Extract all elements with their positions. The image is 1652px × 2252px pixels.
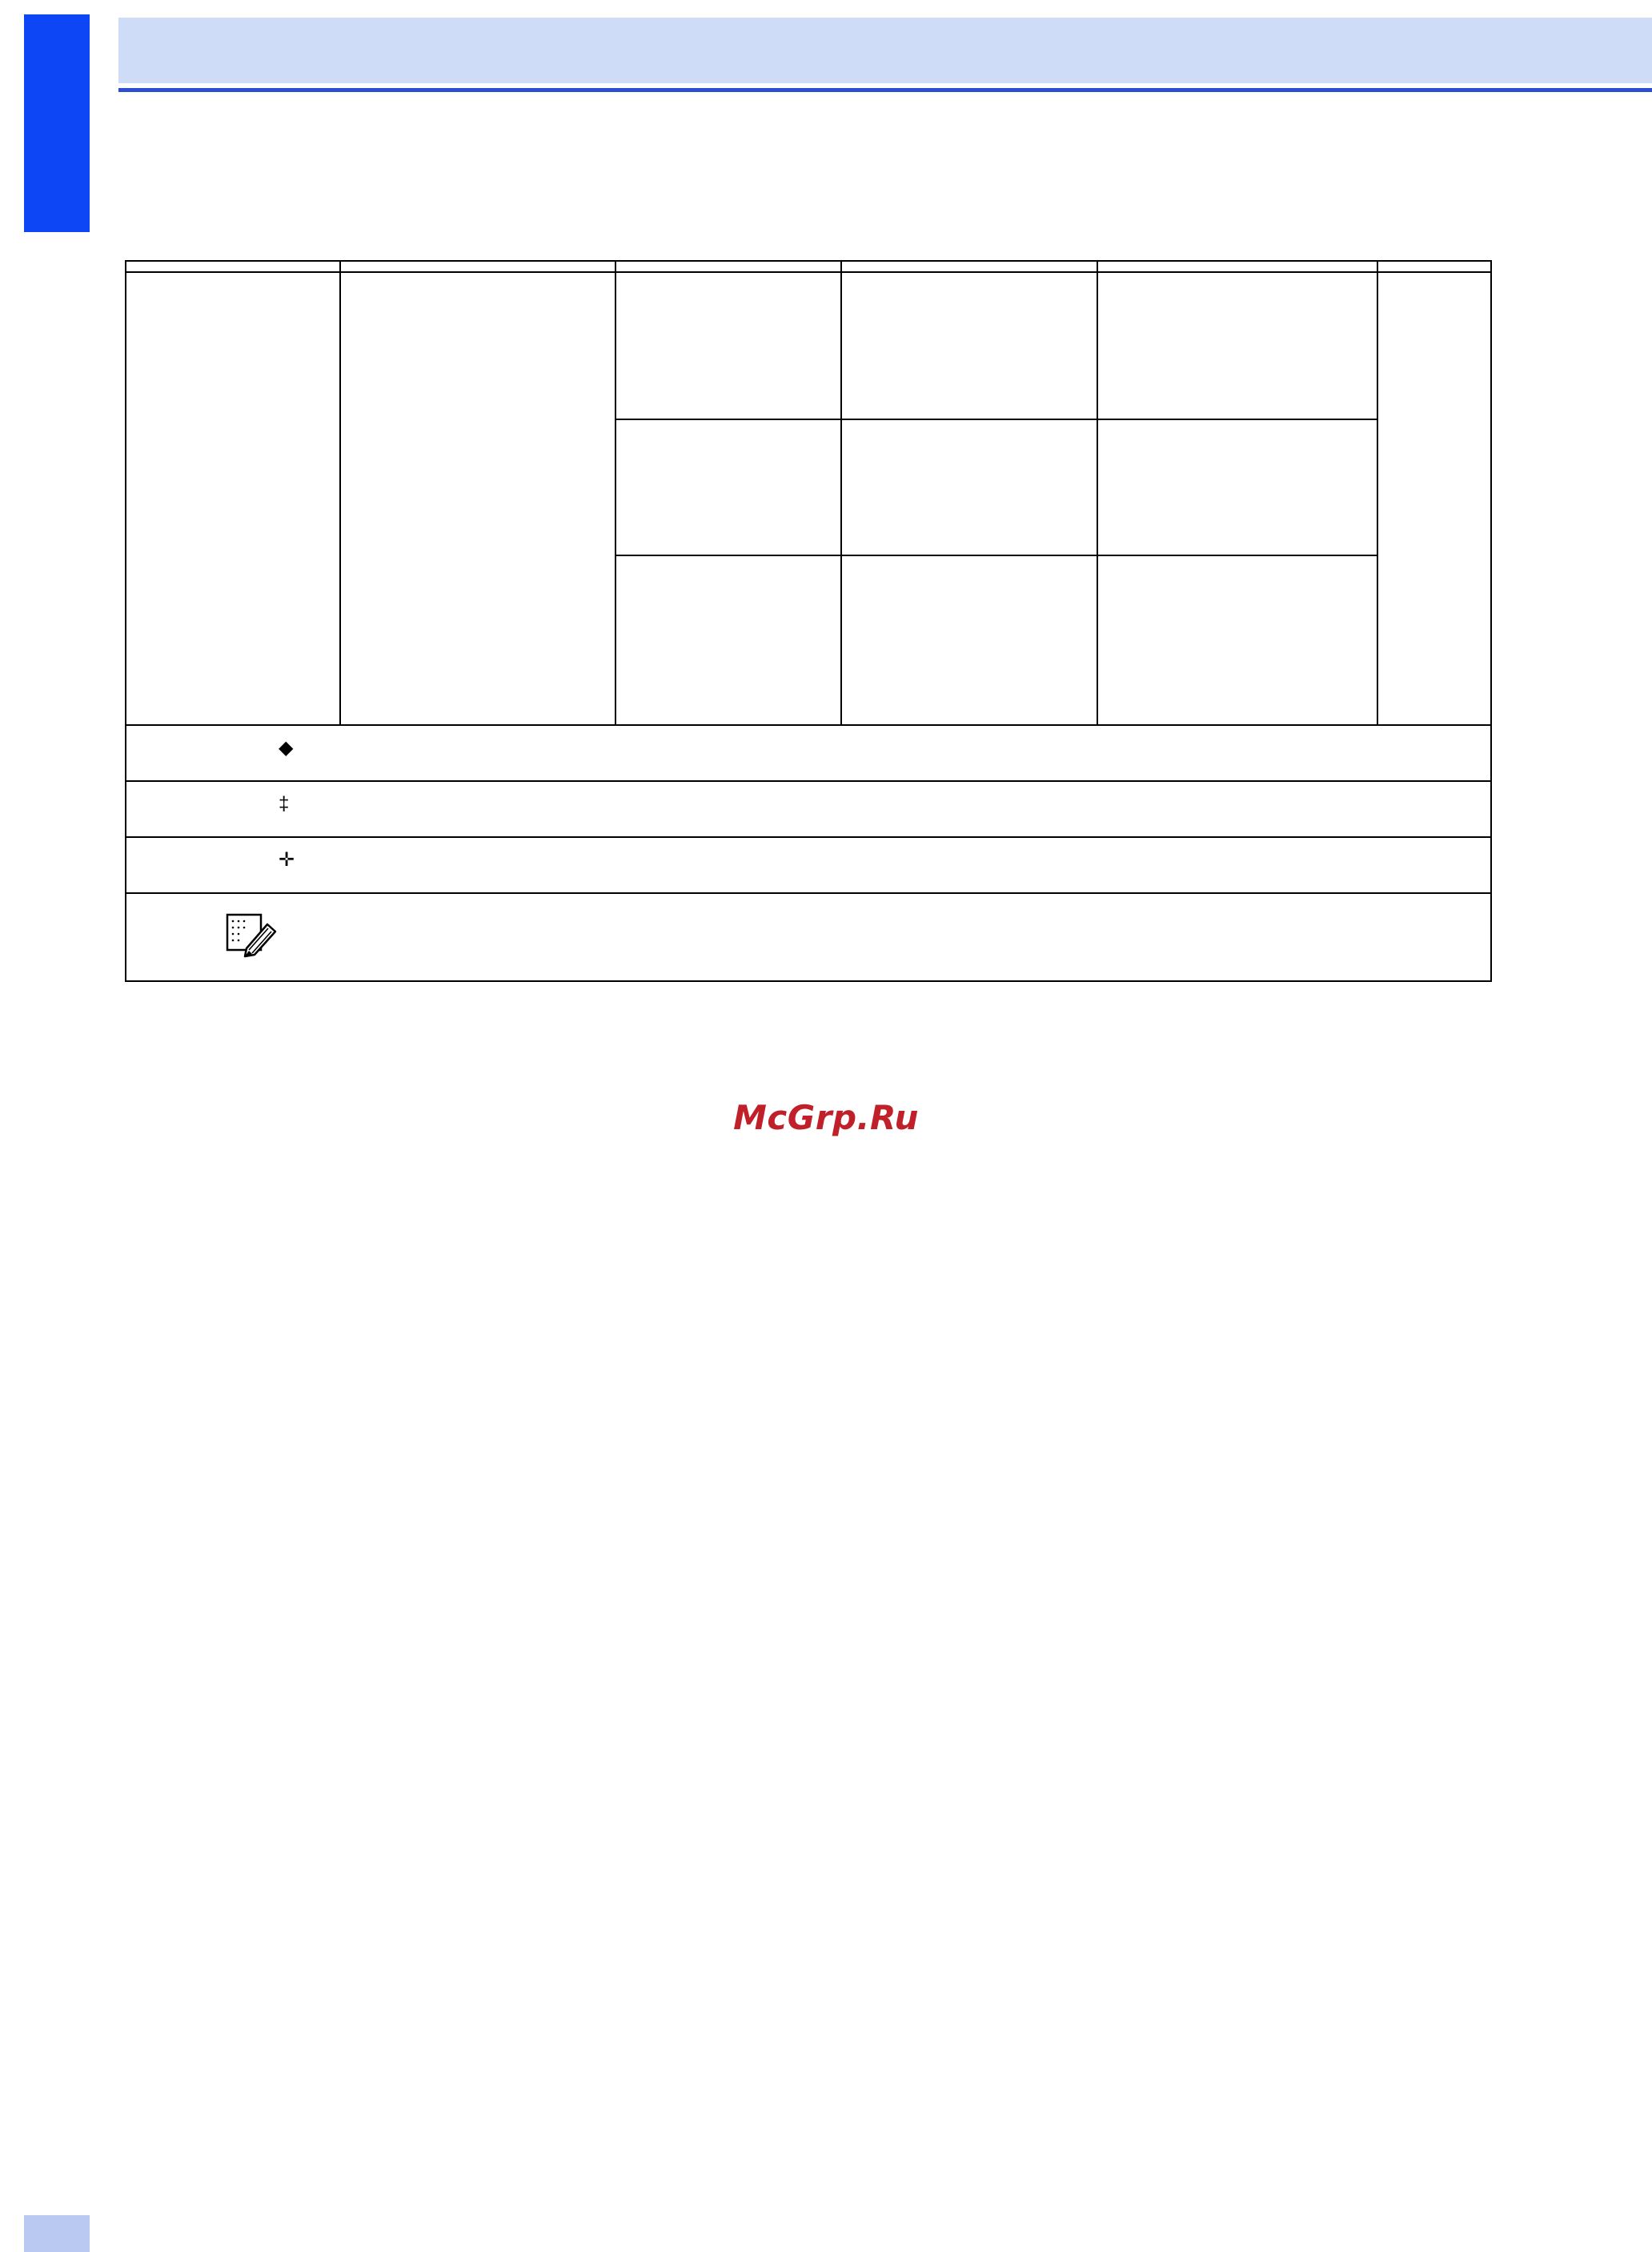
watermark: McGrp.Ru — [733, 1098, 919, 1137]
page-header-band — [118, 18, 1652, 83]
table-cell-value-b — [841, 419, 1097, 555]
footnote-item — [134, 731, 1482, 775]
diamond-icon: ◆ — [279, 737, 294, 759]
table-cell-category — [126, 272, 340, 725]
table-cell-value-a — [615, 555, 841, 725]
note-pencil-icon — [223, 910, 282, 960]
table-cell-note — [1377, 272, 1491, 725]
footnote-item — [134, 843, 1482, 888]
footnote-item — [134, 787, 1482, 831]
table-header-row — [126, 261, 1491, 272]
table-cell-value-b — [841, 555, 1097, 725]
table-footnotes-row — [126, 837, 1491, 893]
table-header-cell — [126, 261, 340, 272]
page-tab-marker-top — [24, 14, 90, 232]
table-cell-value-a — [615, 272, 841, 419]
specification-table — [125, 260, 1490, 982]
table-cell-value-c — [1097, 272, 1377, 419]
double-dagger-icon: ‡ — [279, 793, 290, 815]
page-header-rule — [118, 88, 1652, 92]
table-header-cell — [615, 261, 841, 272]
table-cell-item — [340, 272, 615, 725]
table-cell-value-c — [1097, 419, 1377, 555]
table-footnotes-row — [126, 725, 1491, 781]
table-cell-value-c — [1097, 555, 1377, 725]
page-tab-marker-bottom — [24, 2215, 90, 2252]
table-cell-value-a — [615, 419, 841, 555]
table-memo-row — [126, 893, 1491, 981]
table-footnotes-row — [126, 781, 1491, 837]
cross-icon: ✛ — [279, 849, 295, 871]
table-header-cell — [1097, 261, 1377, 272]
table-header-cell — [1377, 261, 1491, 272]
table-row — [126, 272, 1491, 419]
table-header-cell — [841, 261, 1097, 272]
table-cell-value-b — [841, 272, 1097, 419]
table-header-cell — [340, 261, 615, 272]
